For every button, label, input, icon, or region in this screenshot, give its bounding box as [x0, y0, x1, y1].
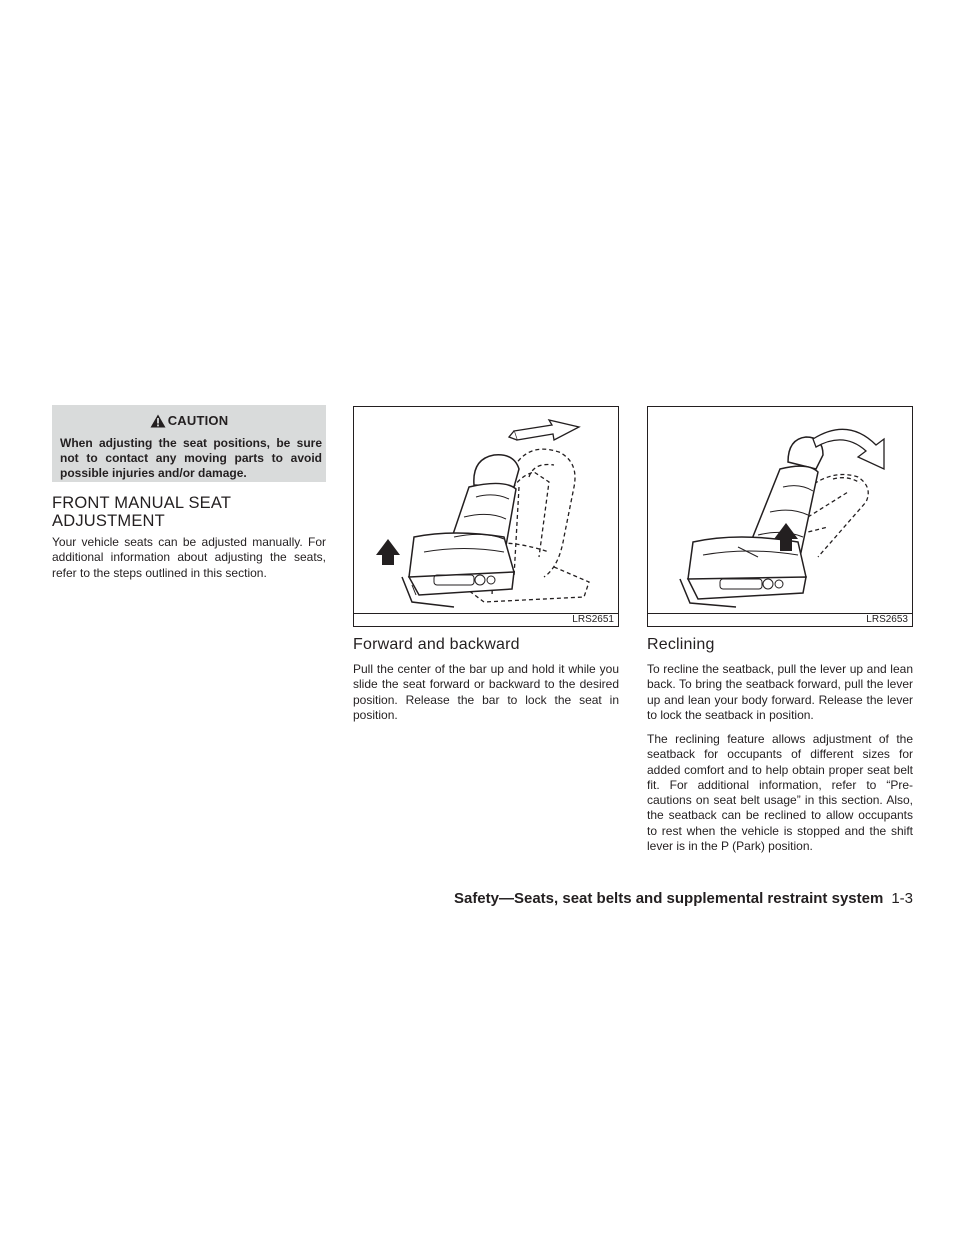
forward-backward-text: Pull the center of the bar up and hold it while you slide the seat forward or backward to the desired position. Release the bar to lock the seat in position.: [353, 662, 619, 722]
figure-code: LRS2651: [572, 614, 614, 625]
reclining-text-2: The reclining feature allows adjustment of the seatback for occupants of different sizes for added comfort and to help obtain proper seat belt fit. For additional information, refer to “Pre-cautions on seat belt usage” in this section. Also, the seatback can be reclined to allow occupants to rest when the vehicle is stopped and the shift lever is in the P (Park) position.: [647, 732, 913, 854]
figure-code: LRS2653: [866, 614, 908, 625]
section-intro: Your vehicle seats can be adjusted manually. For additional information about adjusting the seats, refer to the steps outlined in this section.: [52, 535, 326, 580]
caution-heading: [52, 413, 326, 428]
page-number: 1-3: [891, 890, 913, 907]
figure-seat-recline: [647, 406, 913, 627]
warning-icon: [150, 414, 166, 428]
footer-title: Safety—Seats, seat belts and supplemental restraint system: [453, 890, 884, 907]
page-footer: [400, 890, 913, 907]
caution-box: [52, 405, 326, 482]
reclining-title: Reclining: [647, 636, 715, 653]
section-title: FRONT MANUAL SEAT ADJUSTMENT: [52, 494, 231, 530]
caution-heading-text: CAUTION: [167, 413, 229, 428]
caution-text: When adjusting the seat positions, be sure not to contact any moving parts to avoid possible injuries and/or damage.: [60, 436, 322, 480]
reclining-text-1: To recline the seatback, pull the lever up and lean back. To bring the seatback forward, pull the lever up and lean your body forward. Release the lever to lock the seatback in position.: [647, 662, 913, 722]
seat-recline-illustration-icon: [648, 407, 912, 613]
forward-backward-title: Forward and backward: [353, 636, 520, 653]
figure-seat-slide: [353, 406, 619, 627]
seat-slide-illustration-icon: [354, 407, 618, 613]
